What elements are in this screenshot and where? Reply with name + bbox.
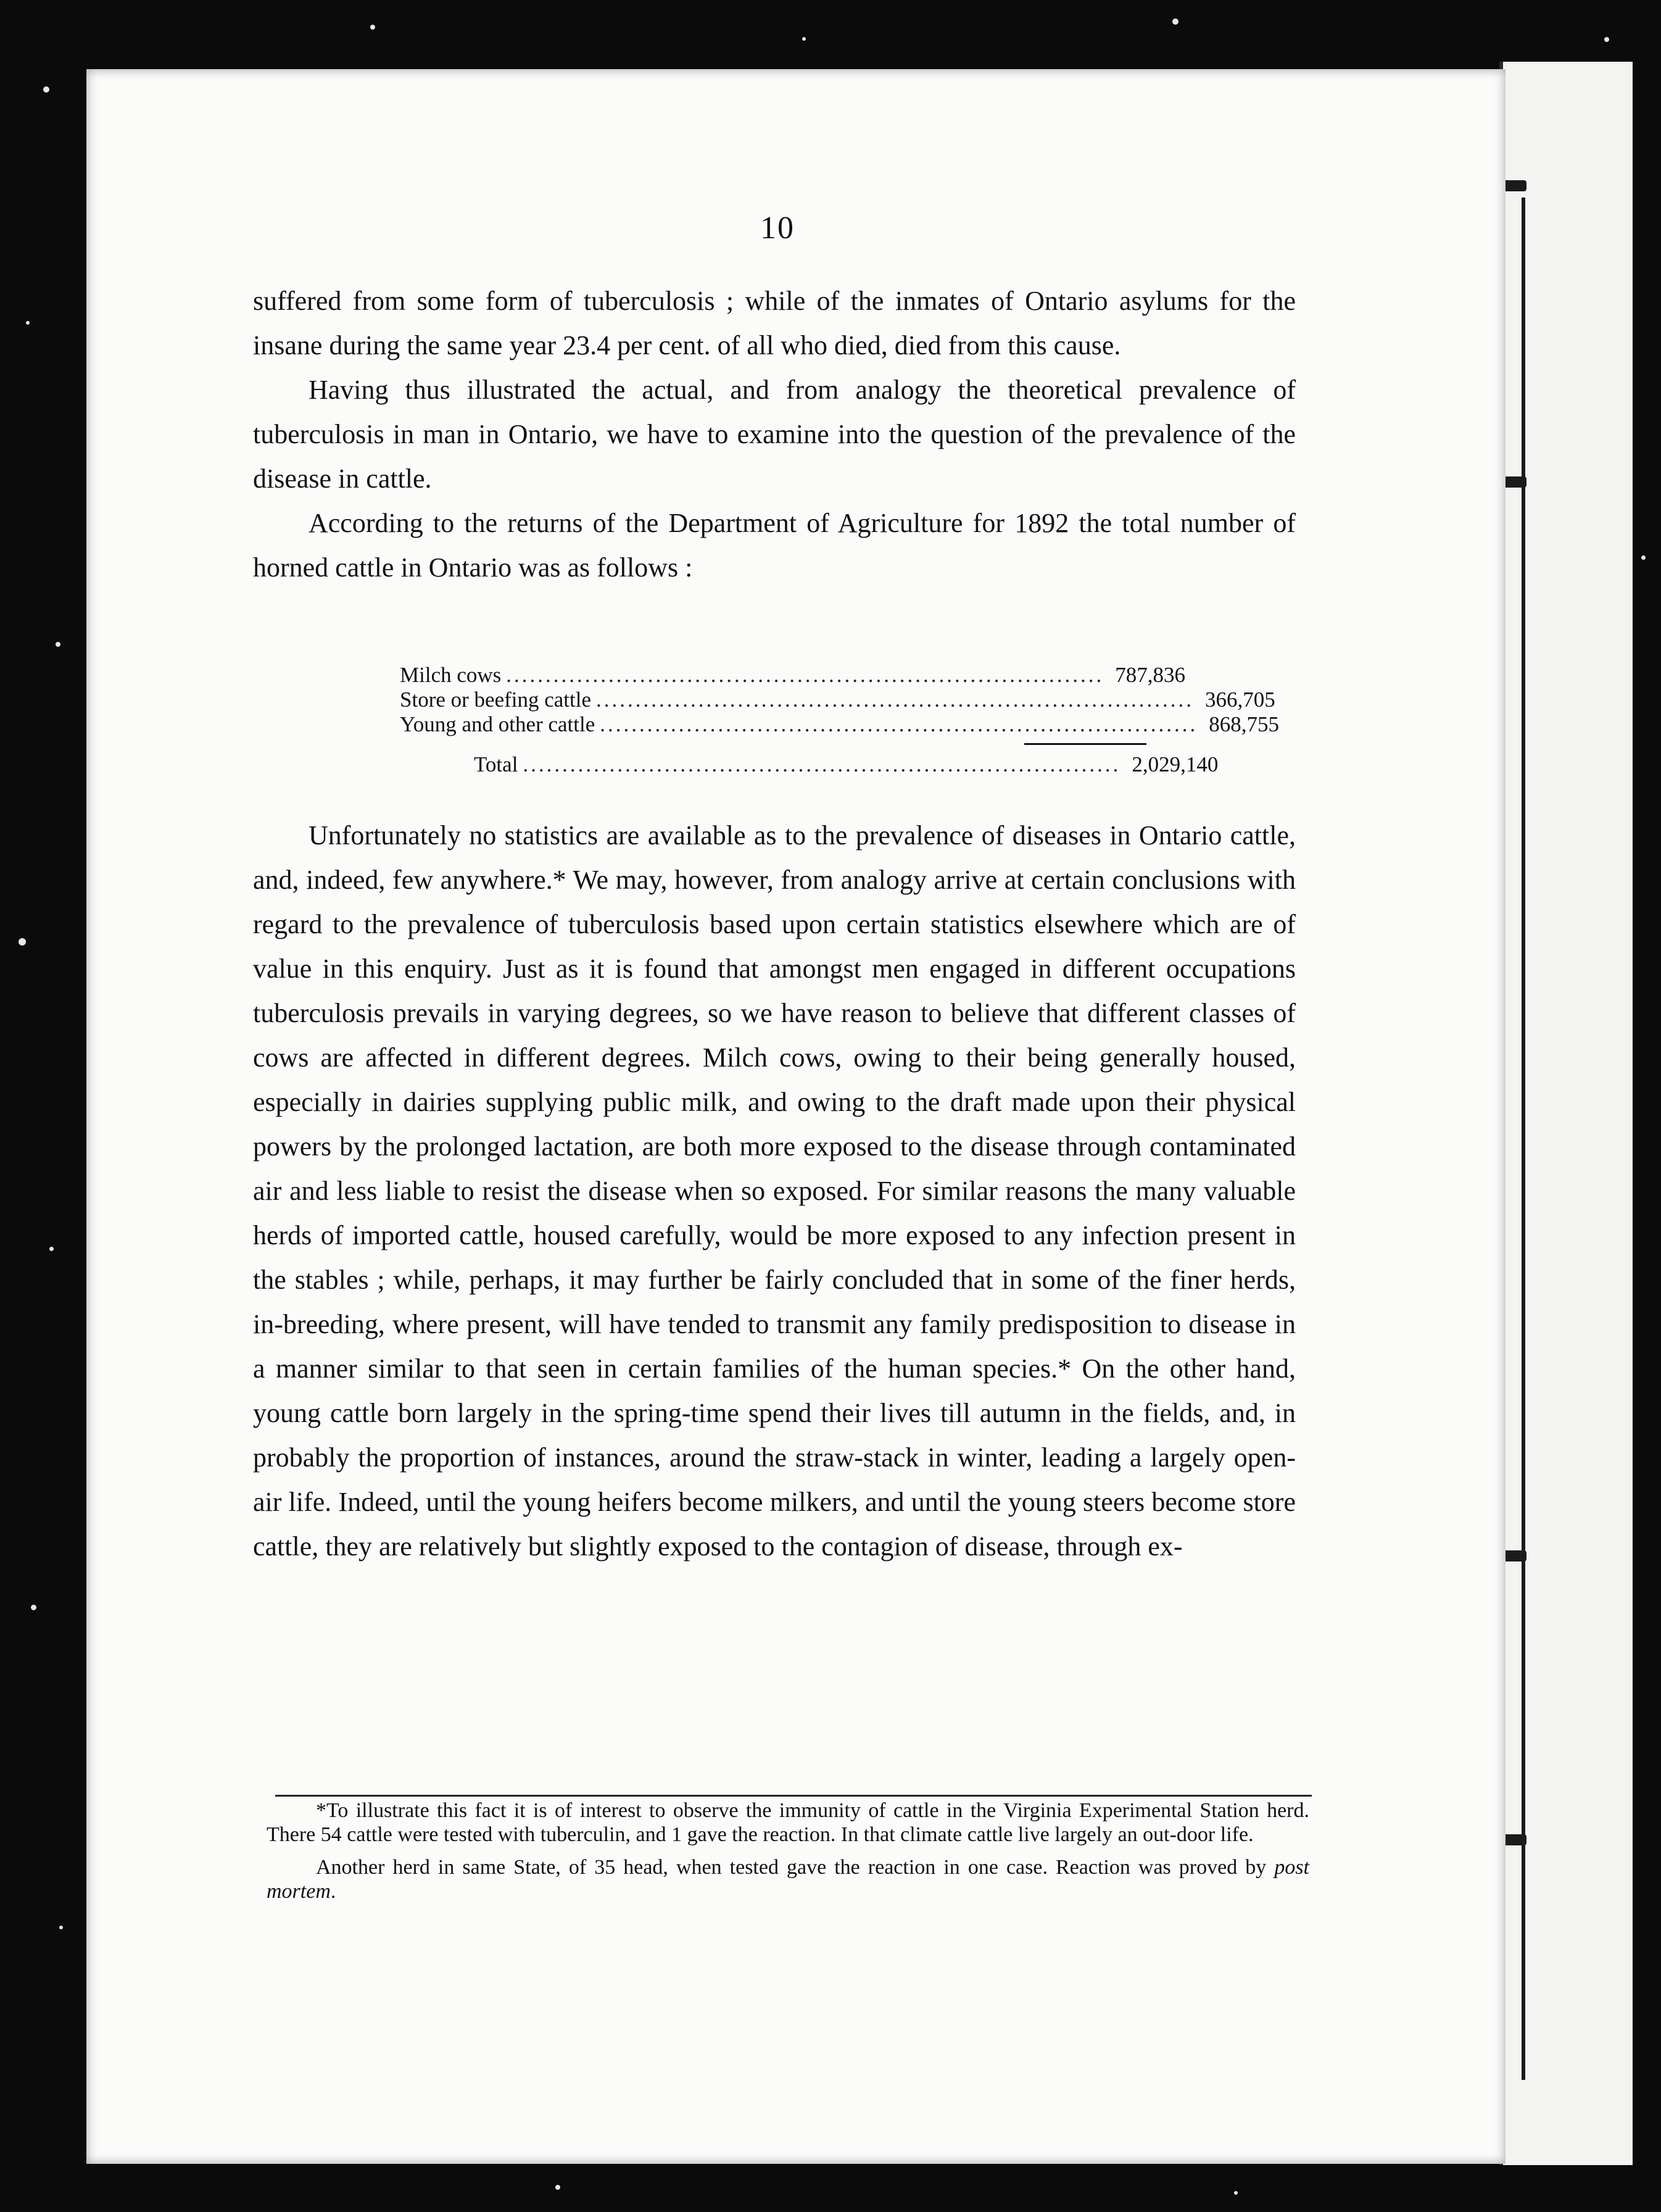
stat-total-row — [400, 752, 1219, 777]
sum-rule — [1024, 743, 1146, 745]
scan-speck — [59, 1926, 63, 1929]
adjacent-page-edge — [1499, 62, 1633, 2165]
stat-label: Milch cows — [400, 663, 502, 687]
footnote — [267, 1855, 1309, 1903]
stat-value: 868,755 — [1209, 712, 1279, 736]
scan-speck — [43, 86, 49, 93]
leader-dots: ............................................................................ — [523, 752, 1121, 776]
stat-label: Young and other cattle — [400, 712, 595, 736]
stat-row — [400, 663, 1186, 688]
total-value: 2,029,140 — [1132, 752, 1219, 776]
footnote-text: . — [330, 1880, 336, 1903]
leader-dots: ............................................................................ — [600, 712, 1198, 736]
cattle-statistics-table — [400, 663, 1279, 777]
leader-dots: ............................................................................ — [596, 688, 1195, 712]
scan-speck — [555, 2185, 560, 2190]
scan-speck — [56, 642, 60, 647]
scan-speck — [1234, 2191, 1238, 2195]
stat-label: Store or beefing cattle — [400, 688, 592, 712]
body-text-top — [253, 279, 1296, 590]
footnotes — [267, 1798, 1309, 1903]
body-text-main — [253, 813, 1296, 1569]
footnote-italic: post mortem — [267, 1856, 1309, 1903]
stat-row — [400, 712, 1279, 737]
scan-speck — [26, 321, 30, 325]
stat-value: 366,705 — [1205, 688, 1275, 712]
scan-speck — [802, 37, 806, 41]
page-number: 10 — [760, 210, 795, 246]
footnote-separator — [275, 1795, 1312, 1797]
total-label: Total — [474, 752, 518, 776]
scan-speck — [31, 1605, 36, 1610]
paragraph: Unfortunately no statistics are available as to the prevalence of diseases in Ontario cattle, and, indeed, few anywhere.* We may, however, from analogy arrive at certain conclusions with regard to the prevalence of tuberculosis based upon certain statistics elsewhere which are of value in this enquiry. Just as it is found that amongst men engaged in different occupations tuberculosis prevails in varying degrees, so we have reason to believe that different classes of cows are affected in different degrees. Milch cows, owing to their being generally housed, especially in dairies supplying public milk, and owing to the draft made upon their physical powers by the prolonged lactation, are both more exposed to the disease through contaminated air and less liable to resist the disease when so exposed. For similar reasons the many valuable herds of imported cattle, housed carefully, would be more exposed to any infection present in the stables ; while, perhaps, it may further be fairly concluded that in some of the finer herds, in-breeding, where present, will have tended to transmit any family predisposition to disease in a manner similar to that seen in certain families of the human species.* On the other hand, young cattle born largely in the spring-time spend their lives till autumn in the fields, and, in probably the proportion of instances, around the straw-stack in winter, leading a largely open-air life. Indeed, until the young heifers become milkers, and until the young steers become store cattle, they are relatively but slightly exposed to the contagion of disease, through ex- — [253, 820, 1296, 1561]
scan-speck — [49, 1247, 54, 1251]
leader-dots: ............................................................................ — [506, 663, 1104, 687]
paragraph: suffered from some form of tuberculosis ; while of the inmates of Ontario asylums for the insane during the same year 23.4 per cent. of all who died, died from this cause. — [253, 286, 1296, 360]
scan-speck — [1172, 19, 1178, 25]
scan-speck — [1641, 555, 1646, 560]
paragraph: Having thus illustrated the actual, and from analogy the theoretical prevalence of tuberculosis in man in Ontario, we have to examine into the question of the prevalence of the disease in cattle. — [253, 375, 1296, 494]
scan-speck — [19, 938, 26, 946]
footnote-text: Another herd in same State, of 35 head, when tested gave the reaction in one case. Reaction was proved by — [316, 1856, 1275, 1879]
stat-row — [400, 688, 1275, 712]
footnote: *To illustrate this fact it is of interest to observe the immunity of cattle in the Virginia Experimental Station herd. There 54 cattle were tested with tuberculin, and 1 gave the reaction. In that climate cattle live largely an out-door life. — [267, 1799, 1309, 1846]
scan-speck — [1604, 37, 1609, 42]
scan-speck — [370, 25, 375, 30]
stat-value: 787,836 — [1115, 663, 1186, 687]
paragraph: According to the returns of the Department of Agriculture for 1892 the total number of horned cattle in Ontario was as follows : — [253, 508, 1296, 583]
